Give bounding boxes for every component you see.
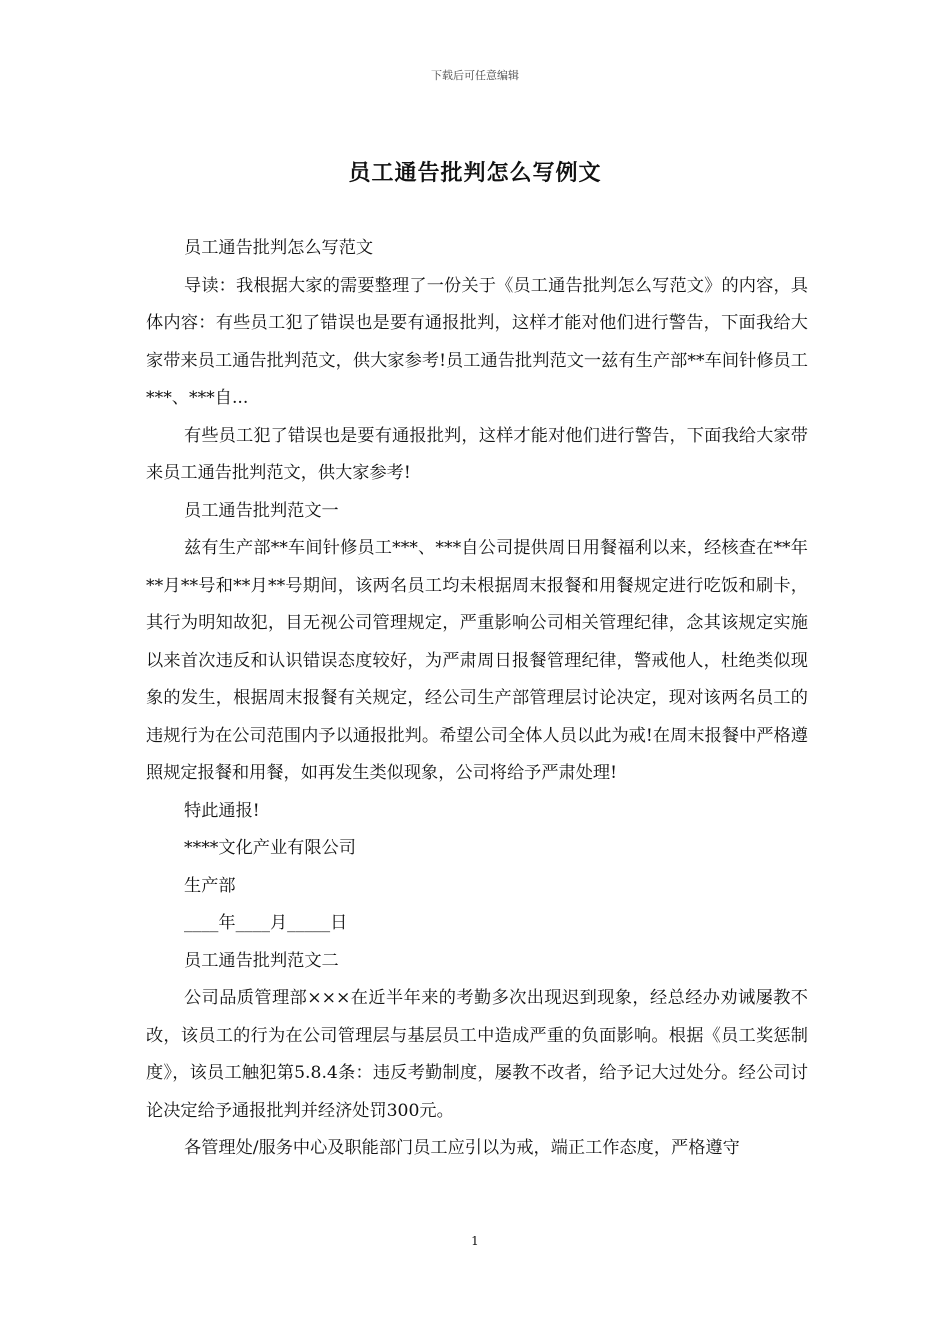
page-number: 1 [471,1234,479,1248]
paragraph-subtitle: 员工通告批判怎么写范文 [184,238,374,258]
paragraph-closing: 特此通报! [184,800,260,821]
document-body [146,230,808,1168]
paragraph-company: ****文化产业有限公司 [184,838,356,858]
paragraph-date: ____年____月_____日 [184,913,348,933]
paragraph-notice-2: 公司品质管理部×××在近半年来的考勤多次出现迟到现象，经总经办劝诫屡教不改，该员工的行为在公司管理层与基层员工中造成严重的负面影响。根据《员工奖惩制度》，该员工触犯第5.8.4条：违反考勤制度，屡教不改者，给予记大过处分。经公司讨论决定给予通报批判并经济处罚300元。 [146,988,808,1121]
paragraph-warning: 各管理处/服务中心及职能部门员工应引以为戒，端正工作态度，严格遵守 [184,1138,740,1158]
paragraph-notice-1: 兹有生产部**车间针修员工***、***自公司提供周日用餐福利以来，经核查在**年**月**号和**月**号期间，该两名员工均未根据周末报餐和用餐规定进行吃饭和刷卡，其行为明知故犯，目无视公司管理规定，严重影响公司相关管理纪律，念其该规定实施以来首次违反和认识错误态度较好，为严肃周日报餐管理纪律，警戒他人，杜绝类似现象的发生，根据周末报餐有关规定，经公司生产部管理层讨论决定，现对该两名员工的违规行为在公司范围内予以通报批判。希望公司全体人员以此为戒!在周末报餐中严格遵照规定报餐和用餐，如再发生类似现象，公司将给予严肃处理! [146,538,808,783]
paragraph-summary: 有些员工犯了错误也是要有通报批判，这样才能对他们进行警告，下面我给大家带来员工通告批判范文，供大家参考! [146,425,808,483]
paragraph-intro: 导读：我根据大家的需要整理了一份关于《员工通告批判怎么写范文》的内容，具体内容：有些员工犯了错误也是要有通报批判，这样才能对他们进行警告，下面我给大家带来员工通告批判范文，供大家参考!员工通告批判范文一兹有生产部**车间针修员工***、***自... [146,275,808,408]
section-heading-1: 员工通告批判范文一 [184,500,339,521]
header-note: 下载后可任意编辑 [431,69,519,82]
section-heading-2: 员工通告批判范文二 [184,950,339,971]
document-title: 员工通告批判怎么写例文 [348,160,602,186]
paragraph-department: 生产部 [184,875,236,896]
